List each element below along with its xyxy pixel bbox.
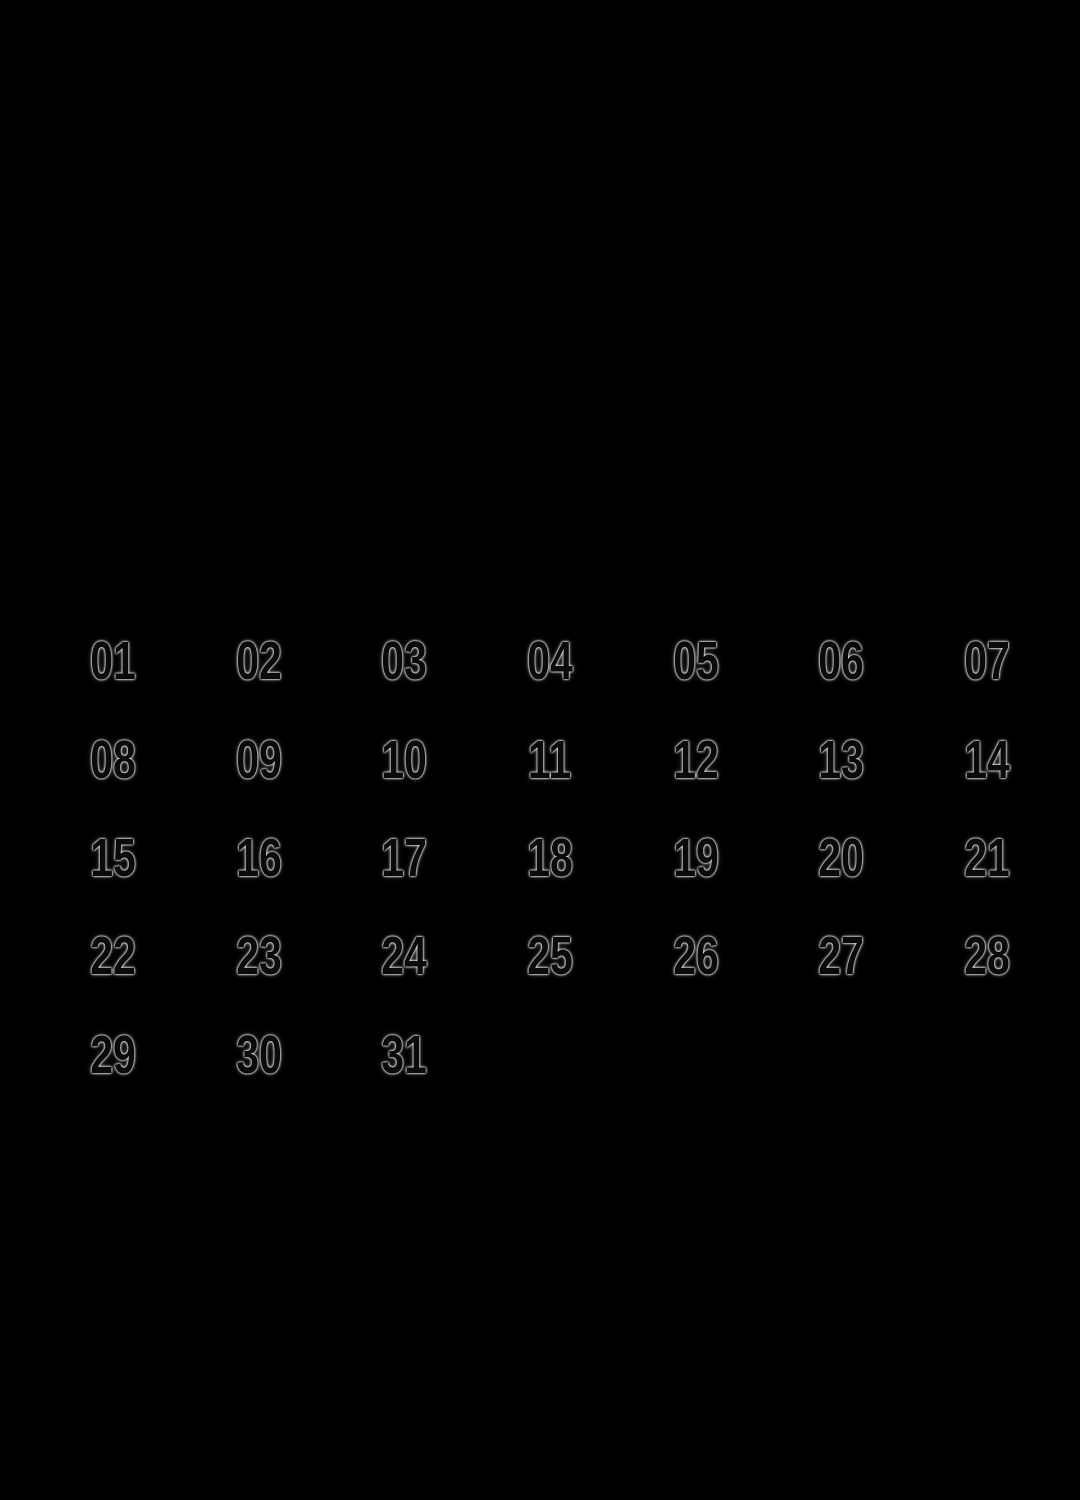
calendar-day-31: 31 [381,1024,428,1085]
calendar-days-grid [40,612,1060,1104]
calendar-day-03: 03 [381,631,428,692]
calendar-day-17: 17 [381,827,428,888]
calendar-day-24: 24 [381,926,428,987]
calendar-day-25: 25 [527,926,573,987]
calendar-day-23: 23 [235,926,282,987]
calendar-day-16: 16 [235,827,282,888]
calendar-day-13: 13 [818,729,865,790]
calendar-day-01: 01 [90,631,136,692]
calendar-day-02: 02 [235,631,282,692]
calendar-day-18: 18 [527,827,573,888]
calendar-day-27: 27 [818,926,865,987]
calendar-day-08: 08 [90,729,136,790]
calendar-day-09: 09 [235,729,282,790]
calendar-day-26: 26 [672,926,719,987]
calendar-day-20: 20 [818,827,865,888]
calendar-day-30: 30 [235,1024,282,1085]
calendar-day-04: 04 [527,631,573,692]
calendar-day-28: 28 [964,926,1010,987]
calendar-day-12: 12 [672,729,719,790]
calendar-day-10: 10 [381,729,428,790]
calendar-day-14: 14 [964,729,1010,790]
calendar-day-15: 15 [90,827,136,888]
calendar-day-11: 11 [528,729,572,790]
calendar-day-06: 06 [818,631,865,692]
calendar-day-22: 22 [90,926,136,987]
calendar-day-29: 29 [90,1024,136,1085]
calendar-day-19: 19 [672,827,719,888]
calendar-day-05: 05 [672,631,719,692]
calendar-day-21: 21 [964,827,1010,888]
calendar-day-07: 07 [964,631,1010,692]
